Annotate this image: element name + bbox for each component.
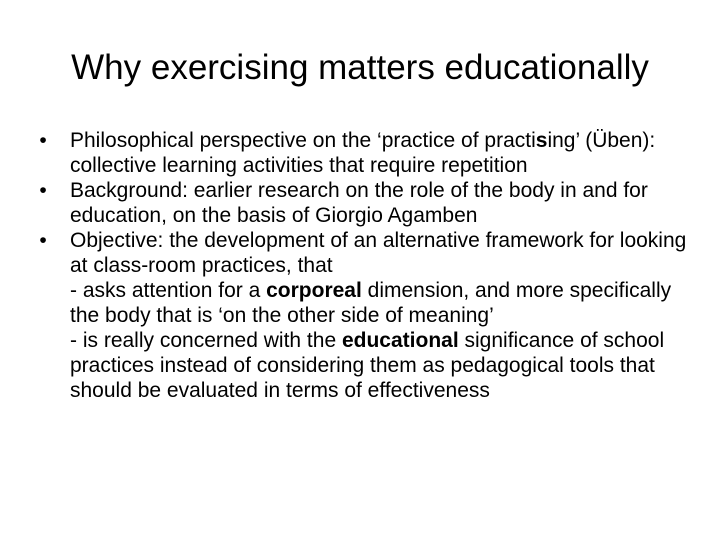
sub-point-text: - asks attention for a <box>70 279 267 302</box>
sub-point-bold: corporeal <box>266 279 362 302</box>
bullet-item-background <box>30 178 690 228</box>
bullet-list <box>30 128 690 403</box>
sub-point-bold: educational <box>341 329 459 352</box>
bullet-text: Philosophical perspective on the ‘practice of practi <box>70 129 536 152</box>
bullet-text: Background: earlier research on the role of the body in and for education, on the basis of Giorgio Agamben <box>70 179 648 227</box>
bullet-icon: • <box>39 229 47 252</box>
bullet-icon: • <box>39 129 47 152</box>
bullet-emphasis: s <box>535 129 548 152</box>
sub-point-educational <box>70 328 690 403</box>
sub-point-text: - is really concerned with the <box>70 329 342 352</box>
bullet-text-continued: ing’ (Üben): collective learning activities that require repetition <box>70 129 656 177</box>
slide-title: Why exercising matters educationally <box>71 48 649 87</box>
sub-point-corporeal <box>70 278 690 328</box>
bullet-item-objective <box>30 228 690 403</box>
bullet-text: Objective: the development of an alternative framework for looking at class-room practices, that <box>70 229 687 277</box>
bullet-icon: • <box>39 179 47 202</box>
sub-point-text-continued: dimension, and more specifically the body that is ‘on the other side of meaning’ <box>70 279 672 327</box>
bullet-item-philosophical <box>30 128 690 178</box>
sub-point-text-continued: significance of school practices instead of considering them as pedagogical tools that should be evaluated in terms of effectiveness <box>70 329 665 402</box>
